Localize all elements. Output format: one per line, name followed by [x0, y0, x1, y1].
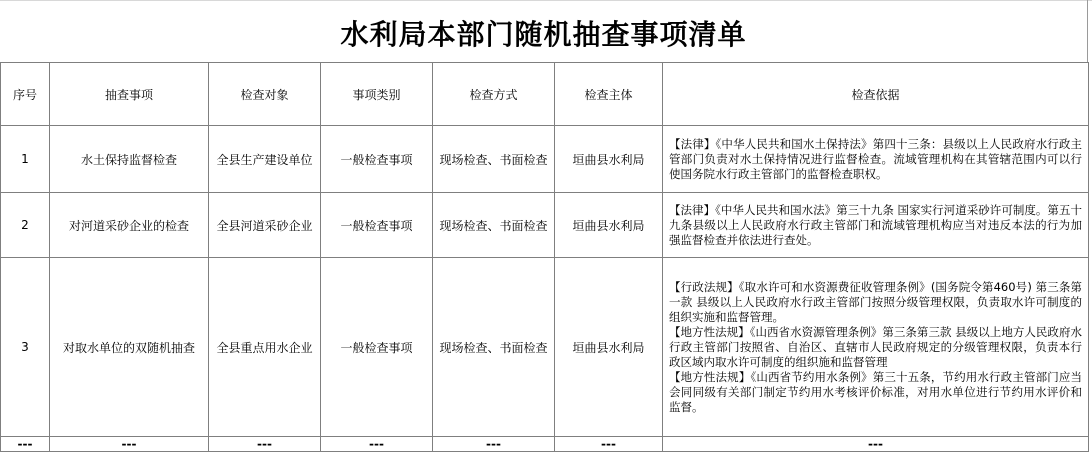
cell-item[interactable]: 水土保持监督检查 [50, 126, 209, 193]
cell-basis[interactable] [663, 126, 1089, 193]
cell-index[interactable]: --- [1, 437, 50, 452]
header-row [1, 63, 1089, 126]
inspection-table [0, 62, 1089, 452]
basis-paragraph: 【行政法规】《取水许可和水资源费征收管理条例》(国务院令第460号) 第三条第一款 县级以上人民政府水行政主管部门按照分级管理权限，负责取水许可制度的组织实施和监督管理。 [669, 279, 1082, 324]
cell-basis[interactable]: --- [663, 437, 1089, 452]
header-index[interactable]: 序号 [1, 63, 50, 126]
header-target[interactable]: 检查对象 [209, 63, 321, 126]
cell-subject[interactable]: 垣曲县水利局 [555, 193, 663, 258]
cell-index[interactable]: 3 [1, 258, 50, 437]
header-subject[interactable]: 检查主体 [555, 63, 663, 126]
cell-category[interactable]: 一般检查事项 [321, 126, 433, 193]
cell-index[interactable]: 1 [1, 126, 50, 193]
cell-method[interactable]: 现场检查、书面检查 [433, 126, 555, 193]
cell-category[interactable]: 一般检查事项 [321, 258, 433, 437]
header-method[interactable]: 检查方式 [433, 63, 555, 126]
page-title: 水利局本部门随机抽查事项清单 [340, 18, 747, 51]
cell-method[interactable]: 现场检查、书面检查 [433, 193, 555, 258]
cell-category[interactable]: 一般检查事项 [321, 193, 433, 258]
cell-target[interactable]: 全县重点用水企业 [209, 258, 321, 437]
cell-index[interactable]: 2 [1, 193, 50, 258]
cell-method[interactable]: 现场检查、书面检查 [433, 258, 555, 437]
cell-target[interactable]: 全县河道采砂企业 [209, 193, 321, 258]
table-row [1, 126, 1089, 193]
cell-subject[interactable]: 垣曲县水利局 [555, 126, 663, 193]
header-category[interactable]: 事项类别 [321, 63, 433, 126]
cell-item[interactable]: --- [50, 437, 209, 452]
cell-subject[interactable]: --- [555, 437, 663, 452]
cell-basis[interactable] [663, 258, 1089, 437]
title-row [0, 0, 1088, 62]
basis-paragraph: 【法律】《中华人民共和国水法》第三十九条 国家实行河道采砂许可制度。第五十九条县级以上人民政府水行政主管部门和流域管理机构应当对违反本法的行为加强监督检查并依法进行查处。 [669, 202, 1082, 247]
basis-paragraph: 【地方性法规】《山西省水资源管理条例》第三条第三款 县级以上地方人民政府水行政主管部门按照省、自治区、直辖市人民政府规定的分级管理权限，负责本行政区域内取水许可制度的组织施和监督管理 [669, 324, 1082, 369]
continuation-row [1, 437, 1089, 452]
header-basis[interactable]: 检查依据 [663, 63, 1089, 126]
cell-target[interactable]: 全县生产建设单位 [209, 126, 321, 193]
cell-target[interactable]: --- [209, 437, 321, 452]
table-row [1, 258, 1089, 437]
table-row [1, 193, 1089, 258]
header-item[interactable]: 抽查事项 [50, 63, 209, 126]
cell-subject[interactable]: 垣曲县水利局 [555, 258, 663, 437]
cell-category[interactable]: --- [321, 437, 433, 452]
basis-paragraph: 【法律】《中华人民共和国水土保持法》第四十三条：县级以上人民政府水行政主管部门负责对水土保持情况进行监督检查。流域管理机构在其管辖范围内可以行使国务院水行政主管部门的监督检查职权。 [669, 136, 1082, 181]
basis-paragraph: 【地方性法规】《山西省节约用水条例》第三十五条，节约用水行政主管部门应当会同同级有关部门制定节约用水考核评价标准，对用水单位进行节约用水评价和监督。 [669, 369, 1082, 414]
cell-item[interactable]: 对取水单位的双随机抽查 [50, 258, 209, 437]
cell-method[interactable]: --- [433, 437, 555, 452]
cell-basis[interactable] [663, 193, 1089, 258]
cell-item[interactable]: 对河道采砂企业的检查 [50, 193, 209, 258]
